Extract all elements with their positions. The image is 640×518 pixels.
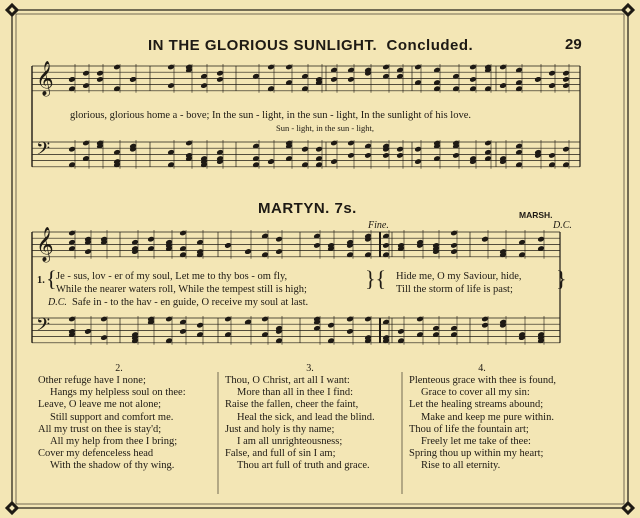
refrain-line-1: Hide me, O my Saviour, hide, bbox=[396, 271, 522, 282]
verse-3-line-5: Just and holy is thy name; bbox=[225, 423, 335, 435]
bass-clef: 𝄢 bbox=[36, 139, 51, 164]
echo-line: Sun - light, in the sun - light, bbox=[276, 123, 374, 133]
note-head bbox=[301, 146, 309, 153]
lyric-line-1: glorious, glorious home a - bove; In the sun - light, in the sun - light, In the sunlight of his love. bbox=[70, 110, 471, 121]
note-head bbox=[469, 76, 477, 83]
note-head bbox=[113, 64, 121, 71]
note-head bbox=[200, 82, 208, 89]
note-head bbox=[179, 230, 187, 237]
treble-clef: 𝄞 bbox=[36, 61, 54, 96]
treble-clef: 𝄞 bbox=[36, 227, 54, 262]
verse-4-line-7: Spring thou up within my heart; bbox=[409, 448, 544, 460]
note-head bbox=[261, 316, 269, 323]
verse-4-line-3: Let the healing streams abound; bbox=[409, 399, 544, 411]
note-head bbox=[167, 82, 175, 89]
note-head bbox=[414, 64, 422, 71]
hymn-title-suffix: Concluded. bbox=[386, 37, 474, 54]
note-head bbox=[469, 64, 477, 71]
note-head bbox=[481, 236, 489, 243]
note-head bbox=[450, 248, 458, 255]
note-head bbox=[216, 76, 224, 83]
note-head bbox=[364, 316, 372, 323]
note-head bbox=[548, 70, 556, 77]
note-head bbox=[185, 140, 193, 147]
note-head bbox=[167, 64, 175, 71]
note-head bbox=[450, 230, 458, 237]
martyn-line-3: Safe in - to the hav - en guide, O receive my soul at last. bbox=[72, 297, 309, 308]
note-head bbox=[534, 76, 542, 83]
verse-2-line-1: Other refuge have I none; bbox=[38, 375, 146, 386]
martyn-line-2: While the nearer waters roll, While the tempest still is high; bbox=[56, 284, 307, 295]
verse-4 bbox=[409, 375, 556, 473]
note-head bbox=[196, 322, 204, 329]
note-head bbox=[450, 242, 458, 249]
verse-3-line-7: False, and full of sin I am; bbox=[225, 448, 336, 460]
verse-4-line-8: Rise to all eternity. bbox=[421, 460, 501, 472]
note-head bbox=[179, 328, 187, 335]
note-head bbox=[562, 82, 570, 89]
note-head bbox=[382, 64, 390, 71]
note-head bbox=[397, 328, 405, 335]
note-head bbox=[346, 328, 354, 335]
note-head bbox=[285, 64, 293, 71]
verse-2-line-7: Cover my defenceless head bbox=[38, 448, 154, 460]
note-head bbox=[562, 70, 570, 77]
note-head bbox=[452, 152, 460, 159]
verse-3-line-1: Thou, O Christ, art all I want: bbox=[225, 375, 350, 386]
verse-4-line-4: Make and keep me pure within. bbox=[421, 411, 554, 423]
verse-2-line-5: All my trust on thee is stay'd; bbox=[38, 423, 162, 435]
note-head bbox=[129, 76, 137, 83]
note-head bbox=[548, 152, 556, 159]
verse-2 bbox=[38, 375, 186, 473]
note-head bbox=[562, 76, 570, 83]
note-head bbox=[537, 236, 545, 243]
note-head bbox=[267, 158, 275, 165]
verse-4-line-5: Thou of life the fountain art; bbox=[409, 423, 529, 435]
note-head bbox=[327, 322, 335, 329]
note-head bbox=[346, 316, 354, 323]
verse-number-2: 2. bbox=[115, 363, 123, 374]
note-head bbox=[481, 316, 489, 323]
note-head bbox=[68, 76, 76, 83]
note-head bbox=[275, 236, 283, 243]
verse-2-line-3: Leave, O leave me not alone; bbox=[38, 399, 162, 411]
note-head bbox=[275, 248, 283, 255]
note-head bbox=[84, 248, 92, 255]
hymn-title: IN THE GLORIOUS SUNLIGHT. bbox=[148, 37, 378, 54]
verse-4-line-2: Grace to cover all my sin: bbox=[421, 387, 530, 399]
note-head bbox=[330, 140, 338, 147]
note-head bbox=[562, 146, 570, 153]
note-head bbox=[499, 82, 507, 89]
verse-number-4: 4. bbox=[478, 363, 486, 374]
fine-mark: Fine. bbox=[368, 220, 389, 231]
note-head bbox=[330, 76, 338, 83]
dc-prefix: D.C. bbox=[48, 297, 67, 308]
verse-4-line-6: Freely let me take of thee: bbox=[421, 436, 531, 448]
note-head bbox=[82, 140, 90, 147]
note-head bbox=[267, 64, 275, 71]
note-head bbox=[484, 140, 492, 147]
verse-2-line-8: With the shadow of thy wing. bbox=[50, 460, 175, 472]
note-head bbox=[414, 158, 422, 165]
note-head bbox=[68, 316, 76, 323]
note-head bbox=[313, 242, 321, 249]
note-head bbox=[244, 248, 252, 255]
brace-mid: }{ bbox=[365, 266, 387, 291]
verse-3-line-6: I am all unrighteousness; bbox=[237, 436, 343, 448]
verse-number-1: 1. bbox=[37, 275, 45, 286]
note-head bbox=[347, 152, 355, 159]
note-head bbox=[548, 82, 556, 89]
verse-2-line-6: All my help from thee I bring; bbox=[50, 436, 178, 448]
note-head bbox=[364, 152, 372, 159]
note-head bbox=[100, 316, 108, 323]
brace-left: { bbox=[46, 266, 57, 291]
note-head bbox=[347, 140, 355, 147]
note-head bbox=[416, 316, 424, 323]
verse-3-line-4: Heal the sick, and lead the blind. bbox=[237, 411, 375, 423]
bass-clef: 𝄢 bbox=[36, 315, 51, 340]
note-head bbox=[100, 334, 108, 341]
brace-right: } bbox=[556, 266, 567, 291]
page-number: 29 bbox=[565, 36, 582, 53]
verse-2-line-2: Hangs my helpless soul on thee: bbox=[50, 387, 186, 399]
note-head bbox=[224, 242, 232, 249]
note-head bbox=[396, 152, 404, 159]
martyn-line-1: Je - sus, lov - er of my soul, Let me to thy bos - om fly, bbox=[56, 271, 288, 282]
note-head bbox=[481, 322, 489, 329]
note-head bbox=[147, 236, 155, 243]
note-head bbox=[82, 82, 90, 89]
verse-number-3: 3. bbox=[306, 363, 314, 374]
verse-2-line-4: Still support and comfort me. bbox=[50, 411, 174, 423]
note-head bbox=[382, 152, 390, 159]
note-head bbox=[347, 76, 355, 83]
note-head bbox=[396, 146, 404, 153]
note-head bbox=[315, 146, 323, 153]
note-head bbox=[84, 328, 92, 335]
note-head bbox=[216, 70, 224, 77]
hymn-title-martyn: MARTYN. 7s. bbox=[258, 200, 357, 217]
note-head bbox=[330, 158, 338, 165]
note-head bbox=[96, 76, 104, 83]
page-title bbox=[148, 37, 473, 54]
note-head bbox=[382, 242, 390, 249]
note-head bbox=[165, 316, 173, 323]
note-head bbox=[224, 316, 232, 323]
note-head bbox=[499, 64, 507, 71]
verse-3-line-2: More than all in thee I find: bbox=[237, 387, 354, 399]
verse-3-line-8: Thou art full of truth and grace. bbox=[237, 460, 370, 472]
note-head bbox=[414, 146, 422, 153]
note-head bbox=[68, 146, 76, 153]
note-head bbox=[82, 70, 90, 77]
composer-name: MARSH. bbox=[519, 210, 553, 220]
refrain-line-2: Till the storm of life is past; bbox=[396, 284, 513, 295]
dc-mark-top: D.C. bbox=[553, 220, 572, 231]
note-head bbox=[96, 70, 104, 77]
note-head bbox=[68, 230, 76, 237]
verse-3 bbox=[225, 375, 375, 473]
verse-3-line-3: Raise the fallen, cheer the faint, bbox=[225, 399, 359, 411]
verse-4-line-1: Plenteous grace with thee is found, bbox=[409, 375, 556, 386]
